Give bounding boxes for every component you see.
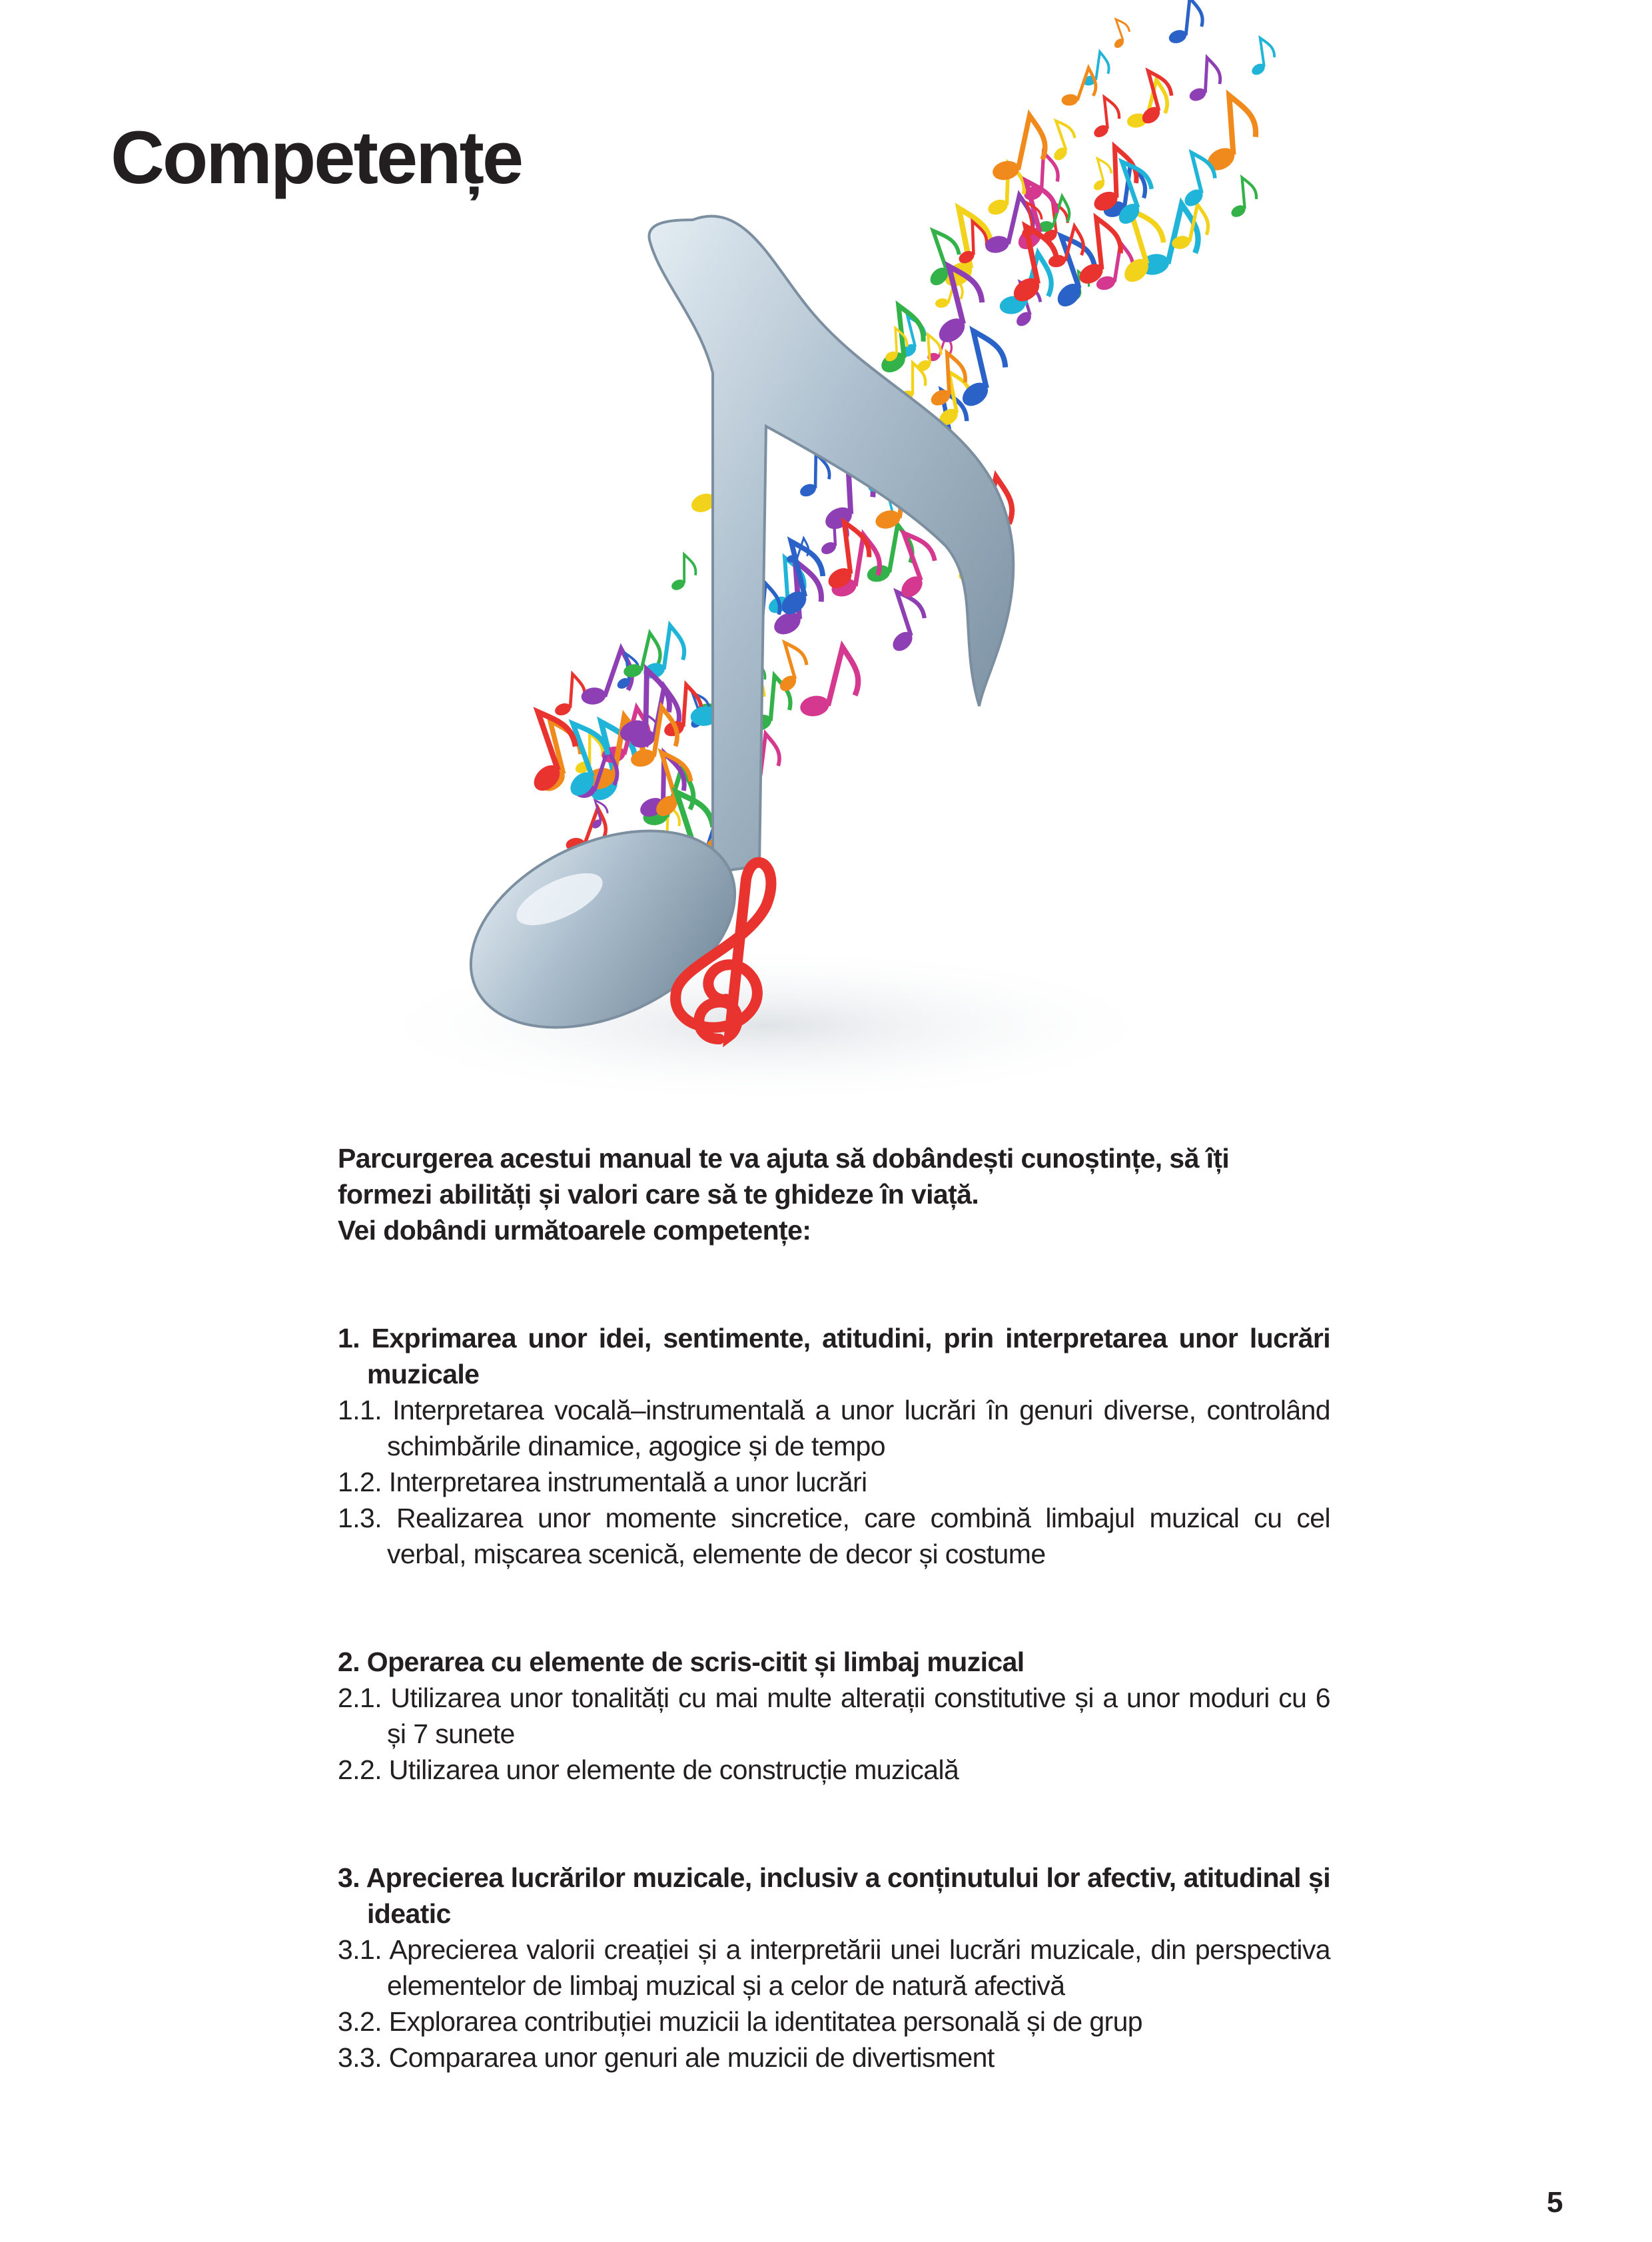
- section-heading: 2. Operarea cu elemente de scris-citit și limbaj muzical: [338, 1647, 1025, 1677]
- competence-section-3: [338, 1860, 1330, 2075]
- music-note-icon: [584, 798, 612, 831]
- list-item: 3.3. Compararea unor genuri ale muzicii de divertisment: [338, 2042, 995, 2073]
- music-note-icon: [1187, 57, 1221, 105]
- section-heading: 1. Exprimarea unor idei, sentimente, atitudini, prin interpretarea unor lucrări muzicale: [338, 1323, 1330, 1389]
- music-note-icon: [1058, 63, 1102, 115]
- music-note-icon: [1246, 37, 1277, 78]
- competence-section-1: [338, 1320, 1330, 1572]
- list-item: 3.1. Aprecierea valorii creației și a interpretării unei lucrări muzicale, din perspectiva elementelor de limbaj muzical și a celor de natură afectivă: [338, 1934, 1330, 2001]
- page-number: 5: [1547, 2186, 1563, 2219]
- section-heading: 3. Aprecierea lucrărilor muzicale, inclusiv a conținutului lor afectiv, atitudinal și ideatic: [338, 1862, 1330, 1929]
- content-column: [338, 1140, 1330, 2075]
- music-note-icon: [819, 520, 874, 593]
- music-note-icon: [1226, 177, 1258, 220]
- music-note-icon: [552, 673, 586, 719]
- music-note-icon: [1166, 0, 1204, 49]
- intro-line: Vei dobândi următoarele competențe:: [338, 1215, 811, 1246]
- list-item: 1.1. Interpretarea vocală–instrumentală a unor lucrări în genuri diverse, controlând schimbările dinamice, agogice și de tempo: [338, 1395, 1330, 1461]
- music-note-icon: [576, 641, 641, 719]
- list-item: 1.3. Realizarea unor momente sincretice, care combină limbajul muzical cu cel verbal, mișcarea scenică, elemente de decor și costume: [338, 1503, 1330, 1569]
- competence-section-2: [338, 1644, 1330, 1788]
- music-note-icon: [1088, 96, 1121, 141]
- music-note-icon: [913, 334, 942, 374]
- music-note-icon: [794, 640, 866, 730]
- list-item: 3.2. Explorarea contribuției muzicii la identitatea personală și de grup: [338, 2006, 1143, 2037]
- music-note-icon: [1021, 152, 1059, 204]
- page-title: Competențe: [111, 116, 522, 199]
- intro-paragraph: [338, 1140, 1330, 1248]
- list-item: 2.2. Utilizarea unor elemente de construcție muzicală: [338, 1754, 959, 1785]
- music-note-icon: [670, 555, 696, 592]
- music-note-icon: [875, 586, 933, 657]
- intro-line: Parcurgerea acestui manual te va ajuta să dobândești cunoștințe, să îți formezi abilități și valori care să te ghideze în viață.: [338, 1143, 1230, 1210]
- music-note-icon: [1085, 156, 1115, 193]
- music-note-icon: [1105, 16, 1134, 51]
- list-item: 2.1. Utilizarea unor tonalități cu mai multe alterații constitutive și a unor moduri cu 6 și 7 sunete: [338, 1682, 1330, 1749]
- list-item: 1.2. Interpretarea instrumentală a unor lucrări: [338, 1467, 867, 1497]
